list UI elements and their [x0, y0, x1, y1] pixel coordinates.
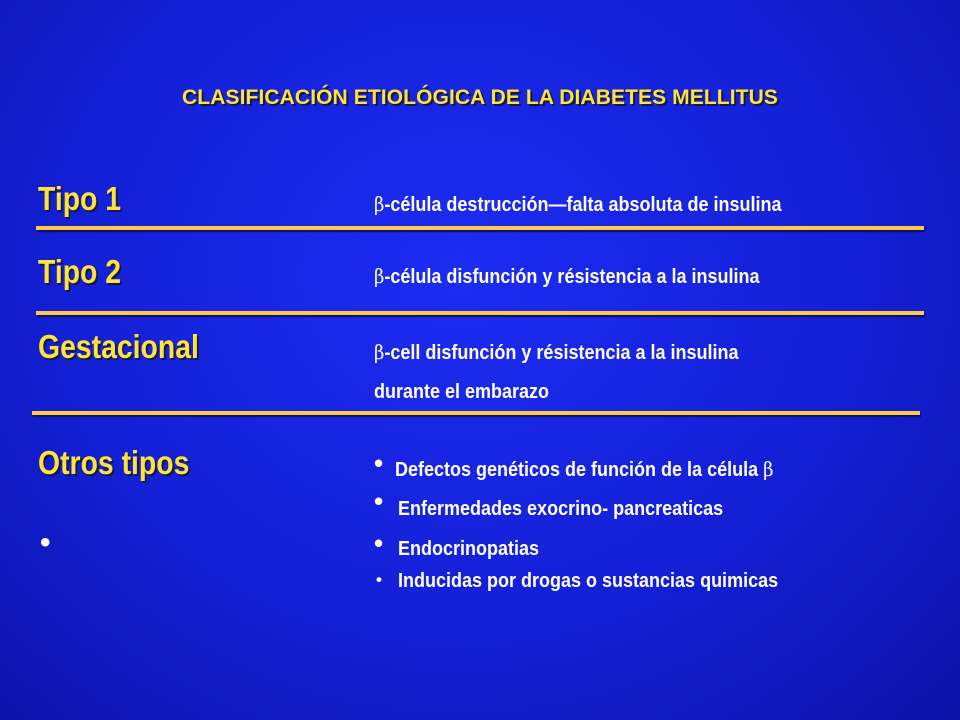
- row-desc-tipo-1: [374, 192, 782, 217]
- otros-item: [374, 486, 383, 517]
- beta-symbol: β: [763, 457, 774, 481]
- row-label-tipo-2: Tipo 2: [38, 253, 122, 290]
- row-desc-text: -cell disfunción y résistencia a la insulina: [384, 342, 739, 364]
- row-desc-text: -célula disfunción y résistencia a la insulina: [384, 266, 760, 288]
- row-desc-gestacional: [374, 340, 739, 365]
- row-desc-text: -célula destrucción—falta absoluta de insulina: [384, 194, 782, 216]
- divider-rule: [36, 311, 924, 315]
- otros-item-label: Defectos genéticos de función de la célula: [395, 459, 764, 481]
- row-desc-gestacional-line2: durante el embarazo: [374, 381, 550, 403]
- otros-item: [374, 448, 383, 479]
- beta-symbol: β: [374, 340, 385, 364]
- row-label-tipo-1: Tipo 1: [38, 180, 122, 217]
- row-label-otros-tipos: Otros tipos: [38, 444, 190, 481]
- divider-rule: [32, 411, 920, 415]
- bullet: •: [374, 528, 384, 558]
- divider-rule: [36, 226, 924, 230]
- bullet: •: [376, 570, 382, 589]
- beta-symbol: β: [374, 264, 385, 288]
- slide-title: CLASIFICACIÓN ETIOLÓGICA DE LA DIABETES MELLITUS: [182, 86, 778, 109]
- otros-item-text: Endocrinopatias: [398, 538, 540, 560]
- row-label-gestacional: Gestacional: [38, 328, 199, 365]
- stray-bullet: •: [40, 526, 51, 559]
- otros-item-text: Enfermedades exocrino- pancreaticas: [398, 498, 724, 520]
- row-desc-tipo-2: [374, 264, 760, 289]
- otros-item: [374, 528, 383, 559]
- otros-item-text: [395, 457, 774, 482]
- bullet: •: [374, 486, 384, 516]
- beta-symbol: β: [374, 192, 385, 216]
- otros-item-text: Inducidas por drogas o sustancias quimicas: [398, 570, 779, 592]
- bullet: •: [374, 448, 384, 478]
- otros-item: [376, 570, 382, 590]
